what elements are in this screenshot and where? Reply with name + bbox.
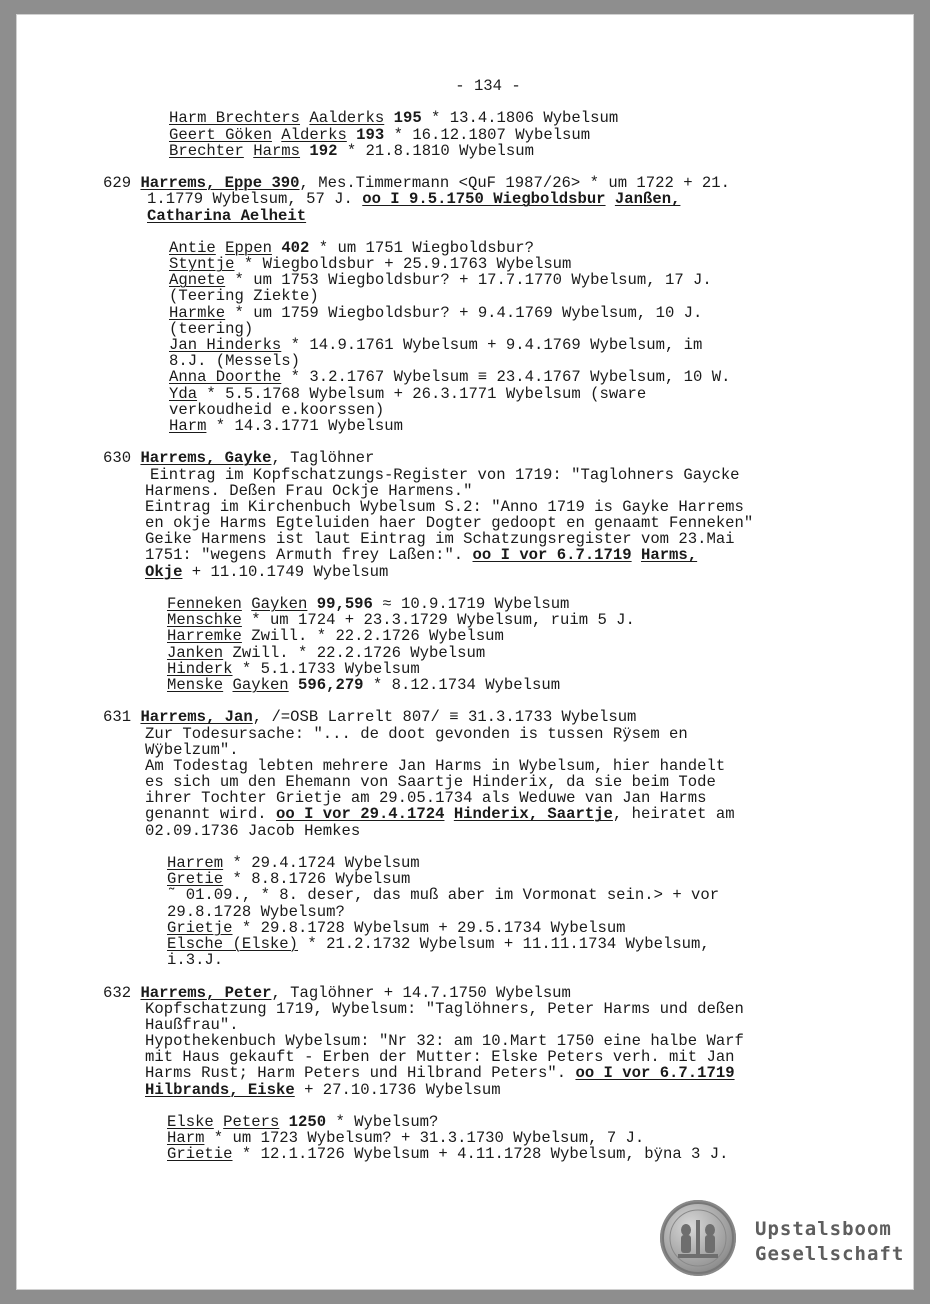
entry-text-line: i.3.J. <box>167 951 224 970</box>
spacer <box>103 159 873 175</box>
spacer <box>103 693 873 709</box>
entry-text-line: Agnete * um 1753 Wiegboldsbur? + 17.7.1770 Wybelsum, 17 J. <box>169 271 712 290</box>
entry-text-line: Hilbrands, Eiske + 27.10.1736 Wybelsum <box>145 1080 501 1099</box>
entry-heading-line: 629 Harrems, Eppe 390, Mes.Timmermann <QuF 1987/26> * um 1722 + 21. <box>103 174 730 193</box>
entry-text-line: Elsche (Elske) * 21.2.1732 Wybelsum + 11.11.1734 Wybelsum, <box>167 934 710 953</box>
spacer <box>103 94 873 110</box>
entry-text-line: ˜ 01.09., * 8. deser, das muß aber im Vormonat sein.> + vor <box>167 886 720 905</box>
logo-line-2: Gesellschaft <box>755 1243 905 1265</box>
entry-text-line: Haußfrau". <box>145 1015 239 1034</box>
entry-text-line: Geike Harmens ist laut Eintrag im Schatzungsregister vom 23.Mai <box>145 530 735 549</box>
entry-text-line: es sich um den Ehemann von Saartje Hinderix, da sie beim Tode <box>145 773 716 792</box>
seal-icon <box>660 1200 736 1276</box>
entry-text-line: genannt wird. oo I vor 29.4.1724 Hinderix, Saartje, heiratet am <box>145 805 735 824</box>
entry-text-line: mit Haus gekauft - Erben der Mutter: Elske Peters verh. mit Jan <box>145 1048 735 1067</box>
spacer <box>103 580 873 596</box>
entry-text-line: Eintrag im Kirchenbuch Wybelsum S.2: "Anno 1719 is Gayke Harrems <box>145 497 744 516</box>
entry-text-line: Elske Peters 1250 * Wybelsum? <box>167 1113 439 1131</box>
entry-text-line: 29.8.1728 Wybelsum? <box>167 902 345 921</box>
spacer <box>103 968 873 984</box>
entry-text-line: Harmens. Deßen Frau Ockje Harmens." <box>145 481 473 500</box>
entry-text-line: Harm * 14.3.1771 Wybelsum <box>169 416 403 435</box>
entry-text-line: 02.09.1736 Jacob Hemkes <box>145 821 361 840</box>
entry-text-line: Wÿbelzum". <box>145 740 239 759</box>
spacer <box>103 839 873 855</box>
entry-text-line: Fenneken Gayken 99,596 ≈ 10.9.1719 Wybelsum <box>167 595 570 613</box>
entry-text-line: Styntje * Wiegboldsbur + 25.9.1763 Wybelsum <box>169 255 572 274</box>
spacer <box>103 1098 873 1114</box>
entry-text-line: Jan Hinderks * 14.9.1761 Wybelsum + 9.4.1769 Wybelsum, im <box>169 336 703 354</box>
logo-line-1: Upstalsboom <box>755 1218 892 1240</box>
entry-text-line: Harmke * um 1759 Wiegboldsbur? + 9.4.1769 Wybelsum, 10 J. <box>169 303 703 322</box>
spacer <box>103 434 873 450</box>
entry-text-line: Gretie * 8.8.1726 Wybelsum <box>167 870 411 889</box>
document-page <box>16 14 914 1290</box>
entry-text-line: Geert Göken Alderks 193 * 16.12.1807 Wybelsum <box>169 125 591 144</box>
entry-text-line: 1751: "wegens Armuth frey Laßen:". oo I vor 6.7.1719 Harms, <box>145 546 698 565</box>
entry-text-line: (Teering Ziekte) <box>169 287 319 306</box>
entry-text-line: (teering) <box>169 319 254 338</box>
entry-text-line: Kopfschatzung 1719, Wybelsum: "Taglöhners, Peter Harms und deßen <box>145 999 744 1018</box>
entry-text-line: verkoudheid e.koorssen) <box>169 400 385 419</box>
entry-text-line: Am Todestag lebten mehrere Jan Harms in Wybelsum, hier handelt <box>145 756 726 775</box>
entry-text-line: Harm * um 1723 Wybelsum? + 31.3.1730 Wybelsum, 7 J. <box>167 1129 645 1148</box>
entry-heading-line: 632 Harrems, Peter, Taglöhner + 14.7.1750 Wybelsum <box>103 983 571 1002</box>
entry-lines <box>103 110 873 1162</box>
entry-text-line: Hinderk * 5.1.1733 Wybelsum <box>167 659 420 678</box>
entry-heading-line: 631 Harrems, Jan, /=OSB Larrelt 807/ ≡ 31.3.1733 Wybelsum <box>103 708 637 727</box>
entry-text-line: Menske Gayken 596,279 * 8.12.1734 Wybelsum <box>167 675 561 694</box>
entry-text-line: Eintrag im Kopfschatzungs-Register von 1719: "Taglohners Gaycke <box>150 465 740 484</box>
entry-heading-line: 630 Harrems, Gayke, Taglöhner <box>103 449 375 468</box>
entry-text-line: Yda * 5.5.1768 Wybelsum + 26.3.1771 Wybelsum (sware <box>169 384 647 403</box>
entry-text-line: Catharina Aelheit <box>147 206 307 225</box>
entry-text-line: Harrem * 29.4.1724 Wybelsum <box>167 854 420 872</box>
entry-text-line: Menschke * um 1724 + 23.3.1729 Wybelsum, ruim 5 J. <box>167 611 635 630</box>
entry-text-line: Antie Eppen 402 * um 1751 Wiegboldsbur? <box>169 238 534 257</box>
page-number: - 134 - <box>455 77 521 95</box>
entry-text-line: Grietie * 12.1.1726 Wybelsum + 4.11.1728 Wybelsum, bÿna 3 J. <box>167 1145 729 1164</box>
entry-text-line: Harms Rust; Harm Peters und Hilbrand Peters". oo I vor 6.7.1719 <box>145 1064 735 1083</box>
entry-text-line: Hypothekenbuch Wybelsum: "Nr 32: am 10.Mart 1750 eine halbe Warf <box>145 1032 744 1051</box>
spacer <box>103 224 873 240</box>
society-logo <box>660 1200 910 1280</box>
entry-text-line: Grietje * 29.8.1728 Wybelsum + 29.5.1734 Wybelsum <box>167 918 626 937</box>
entry-text-line: Zur Todesursache: "... de doot gevonden is tussen Rÿsem en <box>145 724 688 743</box>
entry-text-line: Janken Zwill. * 22.2.1726 Wybelsum <box>167 643 486 662</box>
entry-text-line: 1.1779 Wybelsum, 57 J. oo I 9.5.1750 Wiegboldsbur Janßen, <box>147 190 681 209</box>
entry-text-line: 8.J. (Messels) <box>169 352 301 371</box>
entry-text-line: Anna Doorthe * 3.2.1767 Wybelsum ≡ 23.4.1767 Wybelsum, 10 W. <box>169 368 731 387</box>
entry-text-line: Harremke Zwill. * 22.2.1726 Wybelsum <box>167 627 504 646</box>
entry-text-line: Okje + 11.10.1749 Wybelsum <box>145 562 389 581</box>
genealogy-text <box>103 78 873 1163</box>
entry-text-line: en okje Harms Egteluiden haer Dogter gedoopt en genaamt Fenneken" <box>145 514 754 533</box>
entry-text-line: Harm Brechters Aalderks 195 * 13.4.1806 Wybelsum <box>169 109 619 128</box>
entry-text-line: Brechter Harms 192 * 21.8.1810 Wybelsum <box>169 141 534 160</box>
entry-text-line: ihrer Tochter Grietje am 29.05.1734 als Weduwe van Jan Harms <box>145 789 707 808</box>
